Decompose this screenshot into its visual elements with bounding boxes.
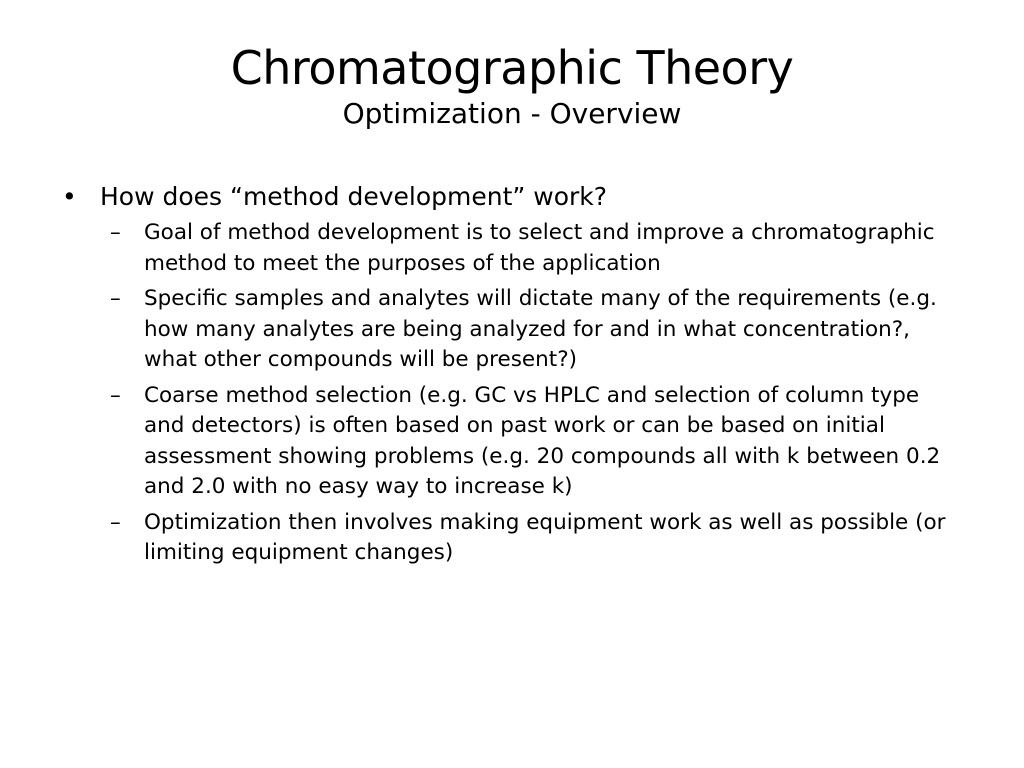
bullet-item — [58, 180, 958, 214]
bullet-text: How does “method development” work? — [100, 182, 608, 211]
sub-bullet-item — [110, 284, 958, 376]
bullet-marker: • — [62, 182, 77, 211]
sub-bullet-text: Goal of method development is to select and improve a chromatographic method to meet the purposes of the application — [144, 220, 935, 276]
sub-bullet-text: Optimization then involves making equipment work as well as possible (or limiting equipment changes) — [144, 509, 946, 565]
slide-body — [58, 180, 958, 574]
sub-bullet-marker: – — [110, 382, 121, 408]
sub-bullet-marker: – — [110, 220, 121, 245]
slide-title: Chromatographic Theory — [230, 41, 794, 95]
sub-bullet-text: Coarse method selection (e.g. GC vs HPLC and selection of column type and detectors) is often based on past work or can be based on initial assessment showing problems (e.g. 20 compounds all with k between 0.2 and 2.0 with no easy way to increase k) — [144, 382, 941, 499]
sub-bullet-marker: – — [110, 509, 121, 535]
sub-bullet-item — [110, 218, 958, 279]
sub-bullet-marker: – — [110, 286, 121, 311]
title-block — [0, 40, 1024, 132]
sub-bullet-item — [110, 381, 958, 503]
sub-bullet-list — [110, 218, 958, 569]
sub-bullet-item — [110, 508, 958, 569]
slide-subtitle: Optimization - Overview — [342, 97, 682, 130]
sub-bullet-text: Specific samples and analytes will dictate many of the requirements (e.g. how many analytes are being analyzed for and in what concentration?, what other compounds will be present?) — [144, 286, 937, 372]
